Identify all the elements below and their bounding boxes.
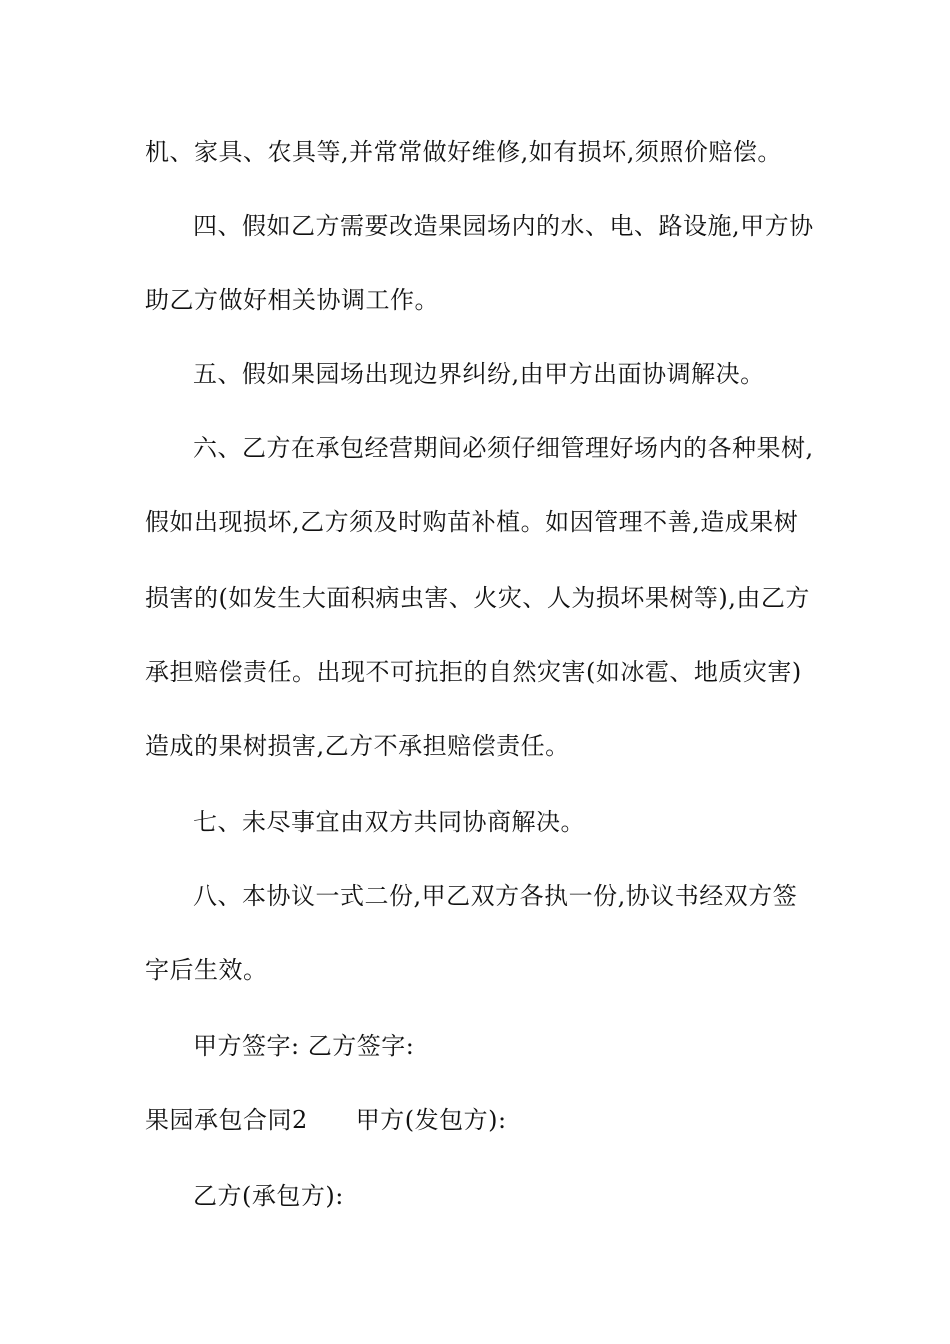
- text-line: 字后生效。: [145, 956, 268, 984]
- text-line: 六、乙方在承包经营期间必须仔细管理好场内的各种果树,: [193, 434, 814, 462]
- text-line: 造成的果树损害,乙方不承担赔偿责任。: [145, 732, 570, 760]
- text-line: 承担赔偿责任。出现不可抗拒的自然灾害(如冰雹、地质灾害): [145, 658, 802, 686]
- text-line: 五、假如果园场出现边界纠纷,由甲方出面协调解决。: [193, 360, 765, 388]
- party-b-label: 乙方(承包方):: [193, 1182, 344, 1210]
- contract2-title: 果园承包合同2: [145, 1106, 308, 1134]
- party-a-label: 甲方(发包方):: [355, 1106, 507, 1134]
- text-line: 八、本协议一式二份,甲乙双方各执一份,协议书经双方签: [193, 882, 798, 910]
- text-line: 机、家具、农具等,并常常做好维修,如有损坏,须照价赔偿。: [145, 138, 782, 166]
- text-line: 助乙方做好相关协调工作。: [145, 286, 439, 314]
- text-line: 损害的(如发生大面积病虫害、火灾、人为损坏果树等),由乙方: [145, 584, 810, 612]
- signature-line: 甲方签字: 乙方签字:: [193, 1032, 415, 1060]
- text-line: 假如出现损坏,乙方须及时购苗补植。如因管理不善,造成果树: [145, 508, 799, 536]
- contract2-heading-line: [145, 1104, 507, 1136]
- text-line: 七、未尽事宜由双方共同协商解决。: [193, 808, 585, 836]
- text-line: 四、假如乙方需要改造果园场内的水、电、路设施,甲方协: [193, 212, 814, 240]
